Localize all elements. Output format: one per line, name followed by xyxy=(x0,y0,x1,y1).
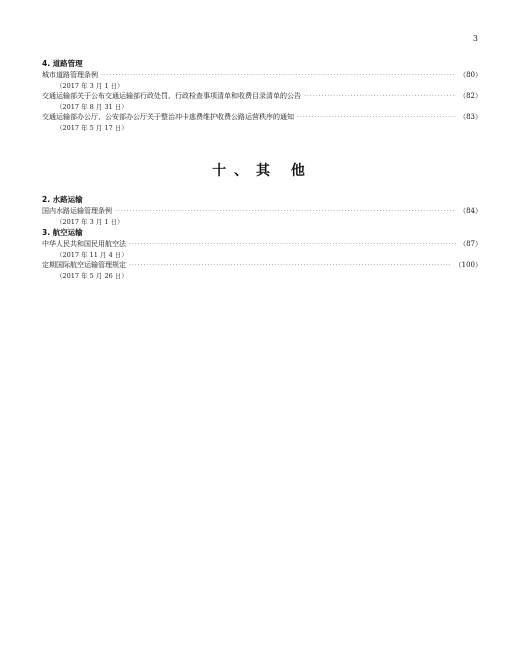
section-heading: 4. 道路管理 xyxy=(42,59,83,68)
section-heading: 2. 水路运输 xyxy=(42,195,83,204)
section-road-management xyxy=(42,58,482,133)
dot-leader xyxy=(115,206,456,217)
part-title: 十、其 他 xyxy=(212,163,313,179)
section-heading: 3. 航空运输 xyxy=(42,228,83,237)
toc-entry-date: （2017 年 3 月 1 日） xyxy=(56,82,124,90)
toc-entry-date: （2017 年 11 月 4 日） xyxy=(56,251,128,259)
dot-leader xyxy=(129,260,452,271)
toc-entry-page: （82） xyxy=(459,92,482,100)
toc-entry-title: 交通运输部办公厅、公安部办公厅关于整治冲卡逃费维护收费公路运营秩序的通知 xyxy=(42,113,294,121)
toc-entry[interactable] xyxy=(42,260,482,271)
page-number: 3 xyxy=(472,34,478,43)
toc-entry-title: 城市道路管理条例 xyxy=(42,71,98,79)
dot-leader xyxy=(101,70,456,81)
dot-leader xyxy=(297,112,456,123)
toc-entry-date: （2017 年 5 月 17 日） xyxy=(56,124,128,132)
toc-entry[interactable] xyxy=(42,91,482,102)
toc-entry[interactable] xyxy=(42,206,482,217)
dot-leader xyxy=(129,239,456,250)
toc-entry-title: 交通运输部关于公布交通运输部行政处罚、行政检查事项清单和收费目录清单的公告 xyxy=(42,92,301,100)
toc-entry-date: （2017 年 8 月 31 日） xyxy=(56,103,128,111)
toc-entry-title: 定期国际航空运输管理规定 xyxy=(42,261,126,269)
toc-entry-date: （2017 年 3 月 1 日） xyxy=(56,218,124,226)
toc-entry-page: （100） xyxy=(454,261,482,269)
toc-entry-page: （84） xyxy=(459,207,482,215)
toc-entry[interactable] xyxy=(42,112,482,123)
toc-entry[interactable] xyxy=(42,239,482,250)
toc-entry-page: （87） xyxy=(459,240,482,248)
toc-entry-title: 中华人民共和国民用航空法 xyxy=(42,240,126,248)
toc-entry-page: （83） xyxy=(459,113,482,121)
toc-entry[interactable] xyxy=(42,70,482,81)
toc-entry-title: 国内水路运输管理条例 xyxy=(42,207,112,215)
section-other xyxy=(42,194,482,281)
toc-entry-page: （80） xyxy=(459,71,482,79)
dot-leader xyxy=(304,91,456,102)
toc-entry-date: （2017 年 5 月 26 日） xyxy=(56,272,128,280)
